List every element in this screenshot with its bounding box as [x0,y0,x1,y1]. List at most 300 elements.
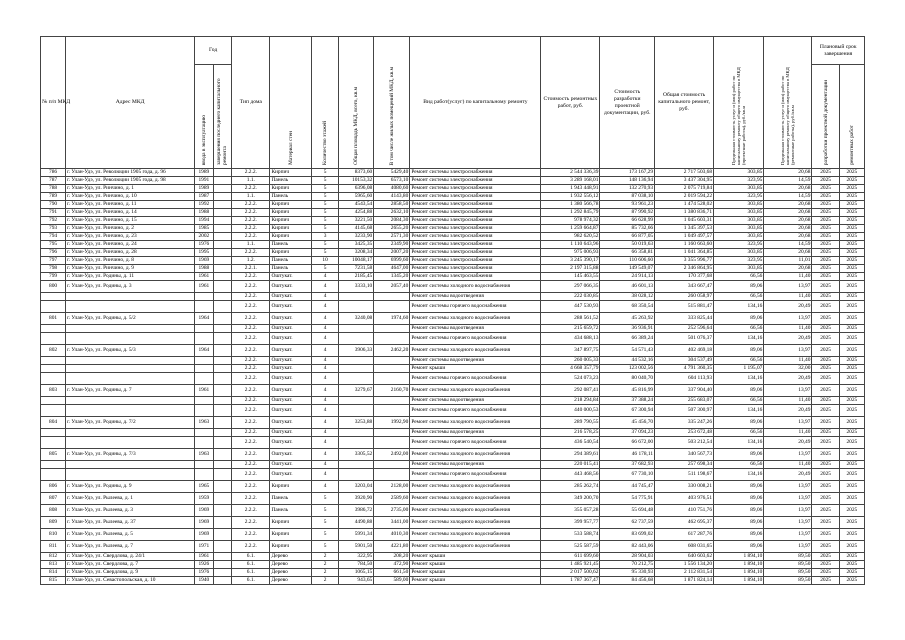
cell-addr: г. Улан-Удэ, ул. Родины, д. 9 [66,481,195,493]
cell-d2: 2025 [839,233,864,241]
cell-f: 3 [311,233,338,241]
cell-d2: 2025 [839,437,864,449]
cell-c1: 297 066,35 [541,281,600,293]
cell-f: 5 [311,529,338,541]
cell-c2: 37 094,23 [600,429,655,437]
cell-n: 800 [41,281,66,293]
cell-a [339,397,374,405]
cell-a [339,373,374,385]
cell-c2: 67 300,94 [600,405,655,417]
cell-w: Ремонт системы горячего водоснабжения [410,469,541,481]
cell-a [339,301,374,313]
cell-a [339,437,374,449]
cell-w: Ремонт системы холодного водоснабжения [410,529,541,541]
cell-d1: 2025 [812,481,839,493]
table-row [41,325,865,333]
cell-c3: 2 112 831,54 [655,569,714,577]
cell-a [339,365,374,373]
cell-y: 1992 [195,201,214,209]
cell-n: 808 [41,505,66,517]
cell-c3: 4 791 360,35 [655,365,714,373]
cell-t: 2.2.2. [232,449,270,461]
header-deadline-group: Плановый срок завершения [812,37,865,65]
cell-d2: 2025 [839,293,864,301]
cell-ov [213,529,232,541]
cell-p2: 13,97 [764,493,812,505]
cell-y: 1991 [195,177,214,185]
cell-p2: 89,50 [764,553,812,561]
cell-d2: 2025 [839,365,864,373]
cell-n: 794 [41,233,66,241]
cell-addr: г. Улан-Удэ, ул. Революции 1905 года, д. 98 [66,177,195,185]
cell-d2: 2025 [839,345,864,357]
cell-n: 801 [41,313,66,325]
cell-d2: 2025 [839,325,864,333]
table-row [41,249,865,257]
cell-addr: г. Улан-Удэ, ул. Рылеева, д. 7 [66,541,195,553]
cell-p1: 303,85 [714,225,764,233]
cell-c1: 289 790,55 [541,417,600,429]
cell-c2: 54 571,43 [600,345,655,357]
cell-y: 1961 [195,281,214,293]
cell-p1: 323,95 [714,257,764,265]
cell-ov [213,241,232,249]
cell-c2: 46 601,13 [600,281,655,293]
cell-p1: 303,85 [714,233,764,241]
cell-c1: 285 262,74 [541,481,600,493]
cell-f: 4 [311,373,338,385]
cell-c1: 292 087,41 [541,385,600,397]
cell-m: Оштукат. [270,273,312,281]
cell-d1: 2025 [812,233,839,241]
cell-m: Оштукат. [270,417,312,429]
cell-n: 792 [41,217,66,225]
cell-c2: 55 694,48 [600,505,655,517]
cell-f: 4 [311,405,338,417]
table-row [41,185,865,193]
table-row [41,193,865,201]
cell-c2: 37 388,24 [600,397,655,405]
table-row [41,265,865,273]
cell-ov [213,185,232,193]
header-deadline-works: ремонтных работ [839,65,864,169]
cell-p1: 134,16 [714,301,764,313]
cell-y [195,461,214,469]
table-row [41,541,865,553]
cell-d1: 2025 [812,333,839,345]
cell-c2: 66 358,81 [600,249,655,257]
cell-c2: 95 330,93 [600,569,655,577]
cell-l: 2655,20 [374,225,410,233]
cell-c2: 67 730,10 [600,469,655,481]
table-row [41,469,865,481]
cell-m: Оштукат. [270,397,312,405]
cell-ov [213,333,232,345]
cell-c2: 37 682,93 [600,461,655,469]
cell-c3: 402 469,18 [655,345,714,357]
cell-m: Кирпич [270,249,312,257]
cell-p2: 20,68 [764,249,812,257]
table-body [41,169,865,585]
cell-d2: 2025 [839,541,864,553]
cell-y: 1926 [195,561,214,569]
cell-d1: 2025 [812,397,839,405]
cell-c1: 1 259 664,87 [541,225,600,233]
cell-d1: 2025 [812,357,839,365]
cell-p1: 303,85 [714,249,764,257]
cell-y: 1961 [195,273,214,281]
cell-p2: 13,97 [764,313,812,325]
cell-ov [213,517,232,529]
cell-ov [213,569,232,577]
cell-d2: 2025 [839,273,864,281]
table-row [41,201,865,209]
cell-c2: 87 990,92 [600,209,655,217]
cell-p1: 89,06 [714,417,764,429]
cell-l: 4010,30 [374,529,410,541]
cell-l: 2492,00 [374,449,410,461]
cell-c1: 440 000,53 [541,405,600,417]
cell-addr: г. Улан-Удэ, ул. Ринчино, д. 28 [66,249,195,257]
cell-m: Панель [270,493,312,505]
cell-m: Оштукат. [270,469,312,481]
cell-d2: 2025 [839,209,864,217]
cell-c2: 44 745,47 [600,481,655,493]
cell-l [374,357,410,365]
cell-addr [66,365,195,373]
cell-p1: 89,06 [714,493,764,505]
cell-t: 2.2.2. [232,405,270,417]
cell-y [195,437,214,449]
cell-c2: 132 270,93 [600,185,655,193]
cell-addr [66,325,195,333]
cell-c1: 347 897,75 [541,345,600,357]
cell-d2: 2025 [839,249,864,257]
cell-ov [213,217,232,225]
cell-d2: 2025 [839,185,864,193]
cell-c1: 3 289 168,01 [541,177,600,185]
header-unit-cost-design: Предельная стоимость услуг и (или) работ по капитальному ремонту общего имущества в МКД (проектные работы), руб./кв.м [714,37,764,169]
cell-m: Кирпич [270,217,312,225]
cell-addr: г. Улан-Удэ, ул. Свердлова, д. 24/1 [66,553,195,561]
cell-w: Ремонт системы холодного водоснабжения [410,517,541,529]
cell-a: 2185,45 [339,273,374,281]
table-row [41,405,865,417]
table-row [41,313,865,325]
cell-ov [213,313,232,325]
cell-c3: 1 556 134,20 [655,561,714,569]
cell-p2: 20,68 [764,209,812,217]
cell-p1: 1 894,10 [714,577,764,585]
cell-y: 1964 [195,345,214,357]
cell-ov [213,561,232,569]
cell-f: 4 [311,461,338,469]
cell-ov [213,293,232,301]
cell-addr: г. Улан-Удэ, ул. Родины, д. 7 [66,385,195,397]
cell-w: Ремонт системы электроснабжения [410,193,541,201]
cell-ov [213,481,232,493]
cell-c2: 85 732,66 [600,225,655,233]
cell-c2: 54 775,91 [600,493,655,505]
cell-n [41,469,66,481]
cell-d2: 2025 [839,553,864,561]
cell-p2: 13,97 [764,541,812,553]
table-row [41,481,865,493]
cell-addr: г. Улан-Удэ, ул. Ринчино, д. 2 [66,225,195,233]
cell-d1: 2025 [812,249,839,257]
cell-p1: 134,16 [714,469,764,481]
cell-l: 472,90 [374,561,410,569]
cell-m: Кирпич [270,209,312,217]
cell-a [339,469,374,481]
cell-c2: 45 263,92 [600,313,655,325]
cell-t: 2.2.2. [232,429,270,437]
cell-ov [213,209,232,217]
cell-addr: г. Улан-Удэ, ул. Ринчино, д. 24 [66,241,195,249]
cell-c3: 340 567,73 [655,449,714,461]
cell-a: 322,95 [339,553,374,561]
cell-w: Ремонт крыши [410,553,541,561]
cell-y: 1963 [195,449,214,461]
cell-f: 4 [311,333,338,345]
cell-c1: 216 578,25 [541,429,600,437]
cell-d1: 2025 [812,281,839,293]
cell-c1: 222 030,85 [541,293,600,301]
cell-l: 6573,10 [374,177,410,185]
cell-d2: 2025 [839,469,864,481]
cell-p1: 134,16 [714,373,764,385]
cell-m: Дерево [270,577,312,585]
cell-m: Кирпич [270,185,312,193]
cell-addr [66,333,195,345]
cell-d1: 2025 [812,373,839,385]
cell-m: Оштукат. [270,437,312,449]
cell-y: 1963 [195,417,214,429]
header-year-overhaul: завершения последнего капитального ремонта [213,65,232,169]
cell-ov [213,553,232,561]
cell-addr: г. Улан-Удэ, ул. Севастопольская, д. 10 [66,577,195,585]
cell-c3: 2 019 594,22 [655,193,714,201]
cell-d1: 2025 [812,265,839,273]
cell-t: 2.2.2. [232,541,270,553]
cell-addr: г. Улан-Удэ, ул. Ринчино, д. 10 [66,193,195,201]
cell-d1: 2025 [812,461,839,469]
cell-c1: 1 292 845,79 [541,209,600,217]
cell-d1: 2025 [812,201,839,209]
cell-f: 5 [311,193,338,201]
cell-y [195,293,214,301]
cell-p2: 14,59 [764,177,812,185]
cell-c1: 978 974,32 [541,217,600,225]
cell-ov [213,201,232,209]
cell-p2: 13,97 [764,345,812,357]
cell-m: Панель [270,265,312,273]
cell-n: 788 [41,185,66,193]
header-year-built: ввода в эксплуатацию [195,65,214,169]
cell-w: Ремонт системы горячего водоснабжения [410,405,541,417]
cell-l [374,469,410,481]
cell-c3: 1 045 603,31 [655,217,714,225]
cell-c1: 3 245 390,17 [541,257,600,265]
cell-m: Кирпич [270,201,312,209]
cell-a: 8373,60 [339,169,374,177]
cell-n: 786 [41,169,66,177]
cell-addr [66,405,195,417]
cell-l [374,461,410,469]
cell-c3: 410 751,76 [655,505,714,517]
cell-l: 1345,20 [374,273,410,281]
cell-f: 4 [311,281,338,293]
table-row [41,301,865,313]
cell-t: 2.2.2. [232,397,270,405]
header-house-type: Тип дома [232,37,270,169]
cell-t: 2.2.2. [232,209,270,217]
cell-t: 2.2.2. [232,293,270,301]
cell-p2: 20,68 [764,201,812,209]
cell-c1: 533 588,74 [541,529,600,541]
cell-d2: 2025 [839,577,864,585]
cell-t: 2.2.2. [232,517,270,529]
cell-p2: 89,50 [764,569,812,577]
cell-a [339,293,374,301]
cell-l [374,333,410,345]
cell-c3: 1 049 497,57 [655,233,714,241]
table-row [41,577,865,585]
cell-a [339,333,374,345]
cell-t: 1.2. [232,257,270,265]
cell-a: 4254,88 [339,209,374,217]
cell-c1: 447 530,93 [541,301,600,313]
cell-c1: 611 699,60 [541,553,600,561]
cell-d2: 2025 [839,177,864,185]
cell-f: 4 [311,469,338,481]
cell-ov [213,373,232,385]
cell-y [195,469,214,481]
cell-y [195,325,214,333]
table-row [41,169,865,177]
cell-n: 787 [41,177,66,185]
cell-p2: 89,50 [764,561,812,569]
capital-repair-table [40,36,865,585]
table-row [41,257,865,265]
cell-a: 10153,32 [339,177,374,185]
cell-addr: г. Улан-Удэ, ул. Ринчино, д. 23 [66,233,195,241]
cell-w: Ремонт системы горячего водоснабжения [410,437,541,449]
cell-w: Ремонт крыши [410,561,541,569]
cell-y [195,373,214,385]
cell-c3: 1 871 824,14 [655,577,714,585]
header-work-type: Вид работ(услуг) по капитальному ремонту [410,37,541,169]
cell-d2: 2025 [839,561,864,569]
cell-t: 2.2.2. [232,365,270,373]
cell-addr [66,461,195,469]
cell-d2: 2025 [839,493,864,505]
cell-n [41,325,66,333]
cell-p1: 89,06 [714,313,764,325]
cell-m: Оштукат. [270,313,312,325]
cell-p2: 20,68 [764,185,812,193]
cell-d1: 2025 [812,241,839,249]
cell-f: 4 [311,345,338,357]
cell-p1: 134,16 [714,405,764,417]
cell-p2: 13,97 [764,529,812,541]
cell-m: Оштукат. [270,449,312,461]
cell-d2: 2025 [839,301,864,313]
table-row [41,397,865,405]
cell-p1: 89,06 [714,345,764,357]
table-row [41,493,865,505]
cell-c2: 87 038,10 [600,193,655,201]
cell-t: 1.1. [232,241,270,249]
cell-t: 6.1. [232,569,270,577]
cell-p2: 11,40 [764,429,812,437]
cell-f: 5 [311,241,338,249]
cell-t: 2.2.2. [232,185,270,193]
cell-m: Панель [270,257,312,265]
cell-c1: 215 659,72 [541,325,600,333]
cell-a: 3279,67 [339,385,374,397]
cell-c2: 93 961,23 [600,201,655,209]
cell-f: 4 [311,325,338,333]
cell-f: 5 [311,265,338,273]
cell-ov [213,249,232,257]
cell-c2: 66 672,00 [600,437,655,449]
cell-a [339,461,374,469]
cell-addr: г. Улан-Удэ, ул. Родины, д. 11 [66,273,195,281]
cell-ov [213,541,232,553]
cell-m: Кирпич [270,481,312,493]
cell-w: Ремонт системы горячего водоснабжения [410,373,541,385]
cell-ov [213,225,232,233]
cell-w: Ремонт системы электроснабжения [410,225,541,233]
cell-t: 2.2.2. [232,481,270,493]
cell-y: 1961 [195,385,214,397]
cell-p2: 20,49 [764,405,812,417]
cell-d2: 2025 [839,481,864,493]
cell-d2: 2025 [839,449,864,461]
cell-c3: 501 076,37 [655,333,714,345]
cell-p2: 20,68 [764,233,812,241]
cell-f: 5 [311,209,338,217]
cell-a: 3920,90 [339,493,374,505]
cell-m: Дерево [270,561,312,569]
cell-t: 6.1. [232,577,270,585]
cell-y [195,397,214,405]
cell-m: Кирпич [270,541,312,553]
cell-d2: 2025 [839,505,864,517]
table-row [41,437,865,449]
cell-p2: 20,49 [764,333,812,345]
cell-y: 1985 [195,225,214,233]
table-row [41,357,865,365]
cell-m: Кирпич [270,529,312,541]
cell-p2: 20,49 [764,469,812,481]
cell-f: 5 [311,225,338,233]
table-row [41,517,865,529]
cell-d1: 2025 [812,345,839,357]
cell-c1: 1 485 921,45 [541,561,600,569]
cell-c2: 62 737,59 [600,517,655,529]
cell-c1: 1 380 566,78 [541,201,600,209]
table-header [41,37,865,169]
cell-c2: 82 443,06 [600,541,655,553]
cell-a: 5991,34 [339,529,374,541]
cell-a: 6396,08 [339,185,374,193]
cell-t: 2.2.2. [232,281,270,293]
cell-p2: 11,40 [764,293,812,301]
cell-d2: 2025 [839,569,864,577]
cell-c3: 617 287,76 [655,529,714,541]
